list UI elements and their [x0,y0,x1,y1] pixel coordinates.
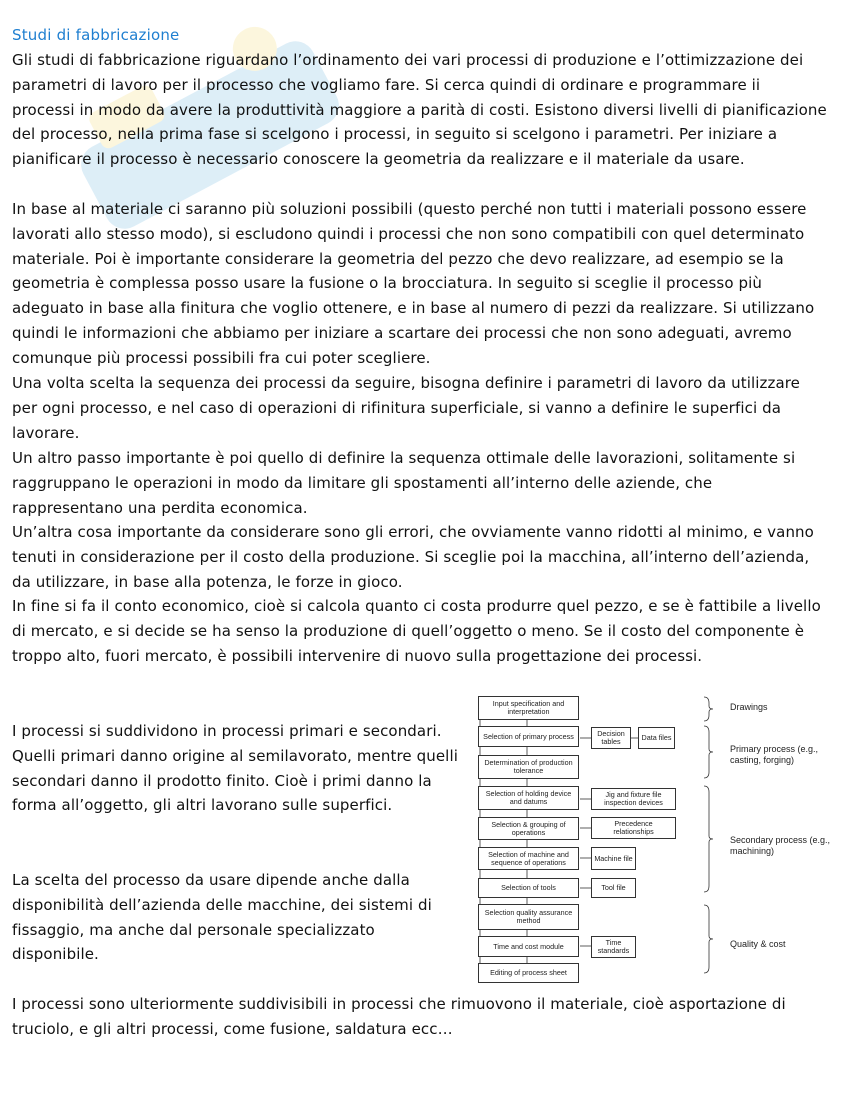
paragraph-availability: La scelta del processo da usare dipende anche dalla disponibilità dell’azienda delle macchine, dei sistemi di fissaggio, ma anche dal personale specializzato disponibile. [12,871,432,964]
label-drawings: Drawings [730,702,768,712]
paragraph-cost: In fine si fa il conto economico, cioè si calcola quanto ci costa produrre quel pezzo, e se è fattibile a livello di mercato, e si decide se ha senso la produzione di quell’oggetto o meno. Se il costo del componente è troppo alto, fuori mercato, è possibili intervenire di nuovo sulla progettazione dei processi. [12,597,821,665]
box-data-files: Data files [638,727,675,749]
process-planning-diagram [474,693,853,993]
step-quality-assurance: Selection quality assurance method [478,904,579,930]
box-jig-fixture: Jig and fixture file inspection devices [591,788,676,810]
step-input-specification: Input specification and interpretation [478,696,579,720]
page-title: Studi di fabbricazione [12,26,180,44]
label-secondary-process: Secondary process (e.g., machining) [730,835,831,856]
step-grouping-operations: Selection & grouping of operations [478,817,579,840]
paragraph-intro: Gli studi di fabbricazione riguardano l’ordinamento dei vari processi di produzione e l’ottimizzazione dei parametri di lavoro per il processo che vogliamo fare. Si cerca quindi di ordinare e programmare ii processi in modo da avere la produttività maggiore a parità di costi. Esistono diversi livelli di pianificazione del processo, nella prima fase si scelgono i processi, in seguito si scelgono i parametri. Per iniziare a pianificare il processo è necessario conoscere la geometria da realizzare e il materiale da usare. [12,51,827,169]
paragraph-sequence: Un altro passo importante è poi quello di definire la sequenza ottimale delle lavorazioni, solitamente si raggruppano le operazioni in modo da limitare gli spostamenti all’interno delle aziende, che rappresentano una perdita economica. [12,449,796,517]
step-process-sheet: Editing of process sheet [478,963,579,983]
paragraph-parameters: Una volta scelta la sequenza dei processi da seguire, bisogna definire i parametri di lavoro da utilizzare per ogni processo, e nel caso di operazioni di rifinitura superficiale, si vanno a definire le superfici da lavorare. [12,374,800,442]
step-time-cost: Time and cost module [478,936,579,957]
box-tool-file: Tool file [591,878,636,898]
label-primary-process: Primary process (e.g., casting, forging) [730,744,819,765]
step-tools: Selection of tools [478,878,579,898]
step-machine-sequence: Selection of machine and sequence of operations [478,847,579,870]
paragraph-material: In base al materiale ci saranno più soluzioni possibili (questo perché non tutti i materiali possono essere lavorati allo stesso modo), si escludono quindi i processi che non sono compatibili con quel determinato materiale. Poi è importante considerare la geometria del pezzo che devo realizzare, ad esempio se la geometria è complessa posso usare la fusione o la brocciatura. In seguito si sceglie il processo più adeguato in base alla finitura che voglio ottenere, e in base al numero di pezzi da realizzare. Si utilizzano quindi le informazioni che abbiamo per iniziare a scartare dei processi che non sono adeguati, avremo comunque più processi possibili fra cui poter scegliere. [12,200,815,367]
box-decision-tables: Decision tables [591,727,631,749]
box-time-standards: Time standards [591,936,636,958]
paragraph-removal: I processi sono ulteriormente suddivisibili in processi che rimuovono il materiale, cioè asportazione di truciolo, e gli altri processi, come fusione, saldatura ecc… [12,995,786,1038]
step-production-tolerance: Determination of production tolerance [478,755,579,779]
label-quality-cost: Quality & cost [730,939,786,949]
step-holding-device: Selection of holding device and datums [478,786,579,810]
box-machine-file: Machine file [591,847,636,870]
paragraph-errors: Un’altra cosa importante da considerare sono gli errori, che ovviamente vanno ridotti al minimo, e vanno tenuti in considerazione per il costo della produzione. Si sceglie poi la macchina, all’interno dell’azienda, da utilizzare, in base alla potenza, le forze in gioco. [12,523,814,591]
box-precedence: Precedence relationships [591,817,676,839]
paragraph-primary-secondary: I processi si suddividono in processi primari e secondari. Quelli primari danno origine al semilavorato, mentre quelli secondari danno il prodotto finito. Cioè i primi danno la forma all’oggetto, gli altri lavorano sulle superfici. [12,722,458,815]
step-primary-process: Selection of primary process [478,726,579,747]
